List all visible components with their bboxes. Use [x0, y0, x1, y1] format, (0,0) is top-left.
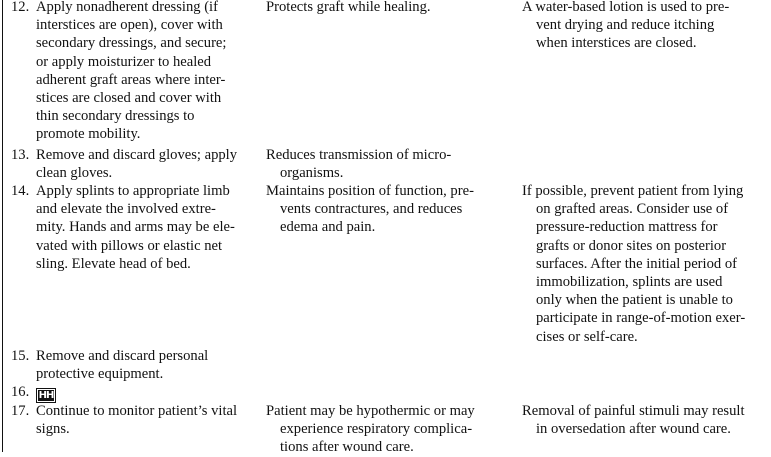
- step-text: [36, 182, 235, 273]
- step-text: [36, 383, 56, 403]
- text-line: participate in range-of-motion exer-: [536, 310, 746, 327]
- text-line: only when the patient is unable to: [536, 292, 733, 309]
- left-margin-rule: [2, 0, 3, 452]
- text-line: Removal of painful stimuli may result: [522, 403, 745, 419]
- step-text: [36, 146, 237, 182]
- text-line: vated with pillows or elastic net: [36, 237, 223, 254]
- text-line: grafts or donor sites on posterior: [536, 237, 727, 254]
- rationale-text: [266, 402, 475, 457]
- text-line: Remove and discard personal: [36, 348, 209, 364]
- rationale-text: [266, 146, 451, 182]
- step-number: 13.: [11, 147, 30, 163]
- text-line: adherent graft areas where inter-: [36, 71, 226, 88]
- text-line: and elevate the involved extre-: [36, 201, 216, 218]
- text-line: on grafted areas. Consider use of: [536, 201, 729, 218]
- text-line: Remove and discard gloves; apply: [36, 147, 238, 163]
- text-line: Apply nonadherent dressing (if: [36, 0, 218, 15]
- note-text: [522, 0, 729, 53]
- step-text: [36, 402, 237, 438]
- note-text: [522, 402, 745, 438]
- text-line: or apply moisturizer to healed: [36, 53, 212, 70]
- hand-hygiene-icon: HH: [36, 388, 56, 403]
- text-line: in oversedation after wound care.: [536, 421, 731, 438]
- step-text: [36, 347, 208, 383]
- text-line: secondary dressings, and secure;: [36, 35, 227, 52]
- text-line: clean gloves.: [36, 165, 113, 182]
- step-text: [36, 0, 226, 144]
- text-line: A water-based lotion is used to pre-: [522, 0, 730, 15]
- rationale-text: [266, 0, 431, 16]
- text-line: cises or self-care.: [536, 328, 638, 345]
- text-line: stices are closed and cover with: [36, 90, 222, 107]
- text-line: signs.: [36, 421, 70, 438]
- text-line: Reduces transmission of micro-: [266, 147, 452, 163]
- text-line: thin secondary dressings to: [36, 108, 195, 125]
- text-line: vent drying and reduce itching: [536, 17, 715, 34]
- text-line: Apply splints to appropriate limb: [36, 183, 230, 199]
- text-line: Patient may be hypothermic or may: [266, 403, 475, 419]
- note-text: [522, 182, 745, 346]
- text-line: surfaces. After the initial period of: [536, 255, 737, 272]
- text-line: Protects graft while healing.: [266, 0, 431, 15]
- text-line: organisms.: [280, 165, 344, 182]
- step-number: 17.: [11, 403, 30, 419]
- text-line: immobilization, splints are used: [536, 274, 723, 291]
- step-number: 12.: [11, 0, 30, 15]
- text-line: interstices are open), cover with: [36, 17, 223, 34]
- text-line: sling. Elevate head of bed.: [36, 255, 191, 272]
- text-line: tions after wound care.: [280, 439, 414, 456]
- text-line: promote mobility.: [36, 126, 141, 143]
- text-line: mity. Hands and arms may be ele-: [36, 219, 235, 236]
- text-line: If possible, prevent patient from lying: [522, 183, 744, 199]
- text-line: Maintains position of function, pre-: [266, 183, 474, 199]
- text-line: Continue to monitor patient’s vital: [36, 403, 238, 419]
- text-line: when interstices are closed.: [536, 35, 697, 52]
- step-number: 14.: [11, 183, 30, 199]
- step-number: 15.: [11, 348, 30, 364]
- step-number: 16.: [11, 384, 30, 400]
- text-line: protective equipment.: [36, 366, 164, 383]
- text-line: vents contractures, and reduces: [280, 201, 463, 218]
- text-line: edema and pain.: [280, 219, 376, 236]
- text-line: experience respiratory complica-: [280, 421, 473, 438]
- text-line: pressure-reduction mattress for: [536, 219, 718, 236]
- rationale-text: [266, 182, 474, 237]
